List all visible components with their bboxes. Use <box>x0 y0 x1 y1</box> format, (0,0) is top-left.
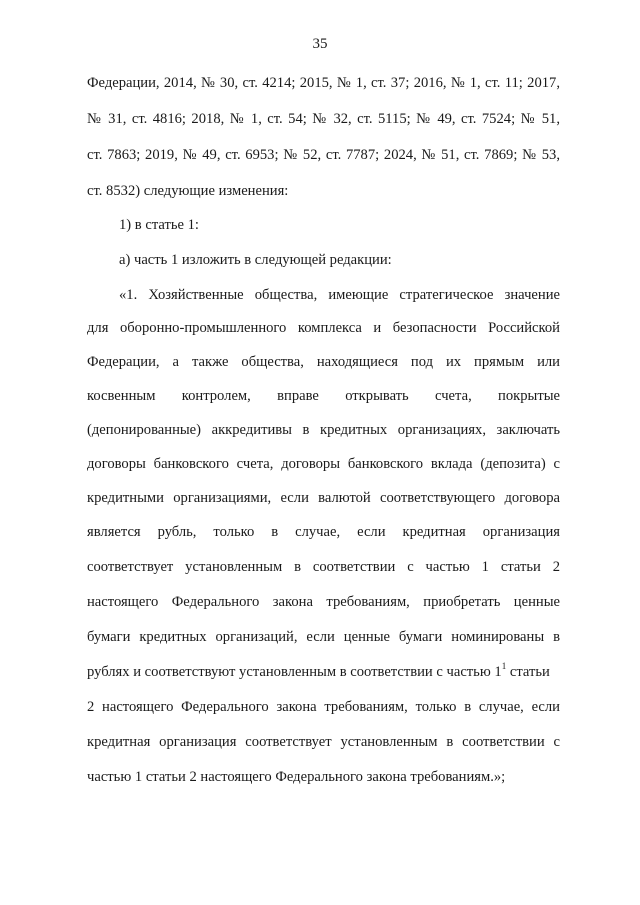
text-line: Федерации, а также общества, находящиеся под их прямым или <box>87 354 560 370</box>
text-line: 1) в статье 1: <box>119 217 199 233</box>
text-line-body: рублях и соответствуют установленным в соответствии с частью 1 <box>87 664 502 680</box>
superscript-number: 1 <box>501 661 507 672</box>
text-line: № 31, ст. 4816; 2018, № 1, ст. 54; № 32, ст. 5115; № 49, ст. 7524; № 51, <box>87 111 560 127</box>
text-line-with-superscript <box>87 661 560 683</box>
text-line: ст. 7863; 2019, № 49, ст. 6953; № 52, ст. 7787; 2024, № 51, ст. 7869; № 53, <box>87 147 560 163</box>
text-line: бумаги кредитных организаций, если ценные бумаги номинированы в <box>87 629 560 645</box>
text-line: «1. Хозяйственные общества, имеющие стратегическое значение <box>119 287 560 303</box>
text-line: ст. 8532) следующие изменения: <box>87 183 289 199</box>
text-line: Федерации, 2014, № 30, ст. 4214; 2015, № 1, ст. 37; 2016, № 1, ст. 11; 2017, <box>87 75 560 91</box>
text-line: (депонированные) аккредитивы в кредитных организациях, заключать <box>87 422 560 438</box>
text-line: договоры банковского счета, договоры банковского вклада (депозита) с <box>87 456 560 472</box>
page-number: 35 <box>312 36 328 52</box>
text-line: косвенным контролем, вправе открывать счета, покрытые <box>87 388 560 404</box>
text-line: а) часть 1 изложить в следующей редакции: <box>119 252 392 268</box>
text-line: соответствует установленным в соответствии с частью 1 статьи 2 <box>87 559 560 575</box>
text-line: 2 настоящего Федерального закона требованиям, только в случае, если <box>87 699 560 715</box>
text-line: для оборонно-промышленного комплекса и безопасности Российской <box>87 320 560 336</box>
text-line: кредитная организация соответствует установленным в соответствии с <box>87 734 560 750</box>
text-line: кредитными организациями, если валютой соответствующего договора <box>87 490 560 506</box>
text-line: настоящего Федерального закона требованиям, приобретать ценные <box>87 594 560 610</box>
text-line-tail: статьи <box>506 664 550 680</box>
text-line: является рубль, только в случае, если кредитная организация <box>87 524 560 540</box>
text-line: частью 1 статьи 2 настоящего Федерального закона требованиям.»; <box>87 769 506 785</box>
